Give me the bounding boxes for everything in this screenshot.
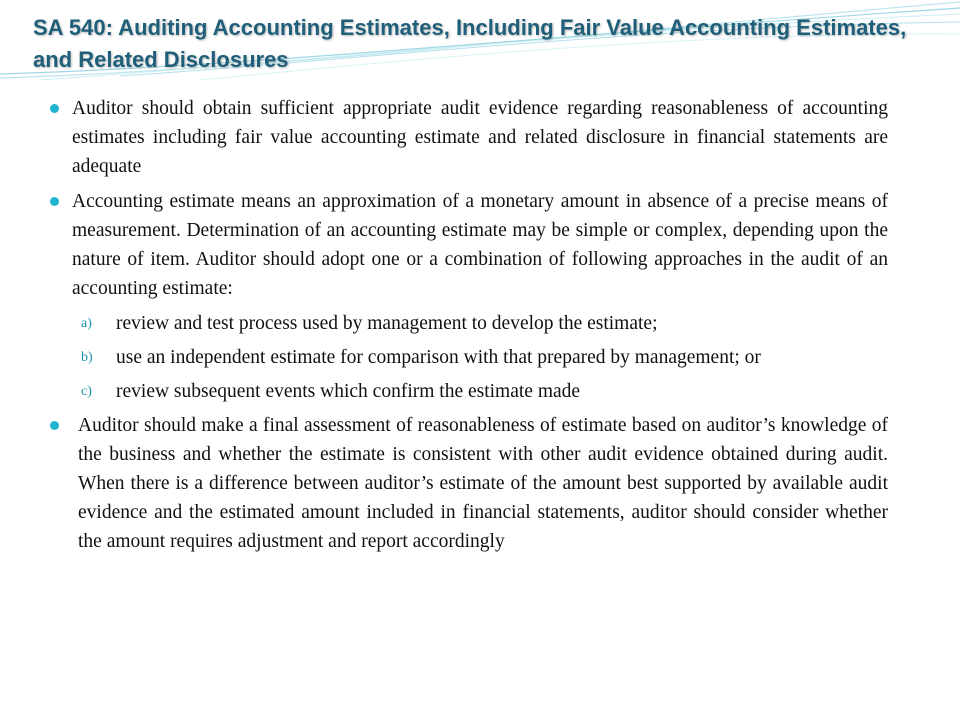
slide-content [50,94,888,562]
sub-list-item [50,343,888,372]
bullet-text: Auditor should obtain sufficient appropriate audit evidence regarding reasonableness of accounting estimates including fair value accounting estimate and related disclosure in financial statements are adequate [72,98,888,177]
bullet-text: Auditor should make a final assessment of reasonableness of estimate based on auditor’s knowledge of the business and whether the estimate is consistent with other audit evidence obtained during audit. When there is a difference between auditor’s estimate of the amount best supported by available audit evidence and the estimated amount included in financial statements, auditor should consider whether the amount requires adjustment and report accordingly [78,415,888,552]
sub-list-text: review subsequent events which confirm the estimate made [116,381,581,402]
bullet-text: Accounting estimate means an approximation of a monetary amount in absence of a precise means of measurement. Determination of an accounting estimate may be simple or complex, depending upon the nature of item. Auditor should adopt one or a combination of following approaches in the audit of an accounting estimate: [72,191,888,299]
slide-title: SA 540: Auditing Accounting Estimates, Including Fair Value Accounting Estimates, and Related Disclosures [33,15,907,72]
bullet-item [50,187,888,303]
bullet-dot-icon [50,197,59,206]
bullet-item [50,411,888,556]
sub-list-marker: b) [81,350,93,365]
bullet-dot-icon [50,104,59,113]
bullet-item [50,94,888,181]
sub-list-text: review and test process used by management to develop the estimate; [116,313,658,334]
sub-list-marker: c) [81,384,92,399]
bullet-dot-icon [50,421,59,430]
sub-list-text: use an independent estimate for comparison with that prepared by management; or [116,347,761,368]
sub-list-item [50,377,888,406]
sub-list-item [50,309,888,338]
sub-list-marker: a) [81,316,92,331]
